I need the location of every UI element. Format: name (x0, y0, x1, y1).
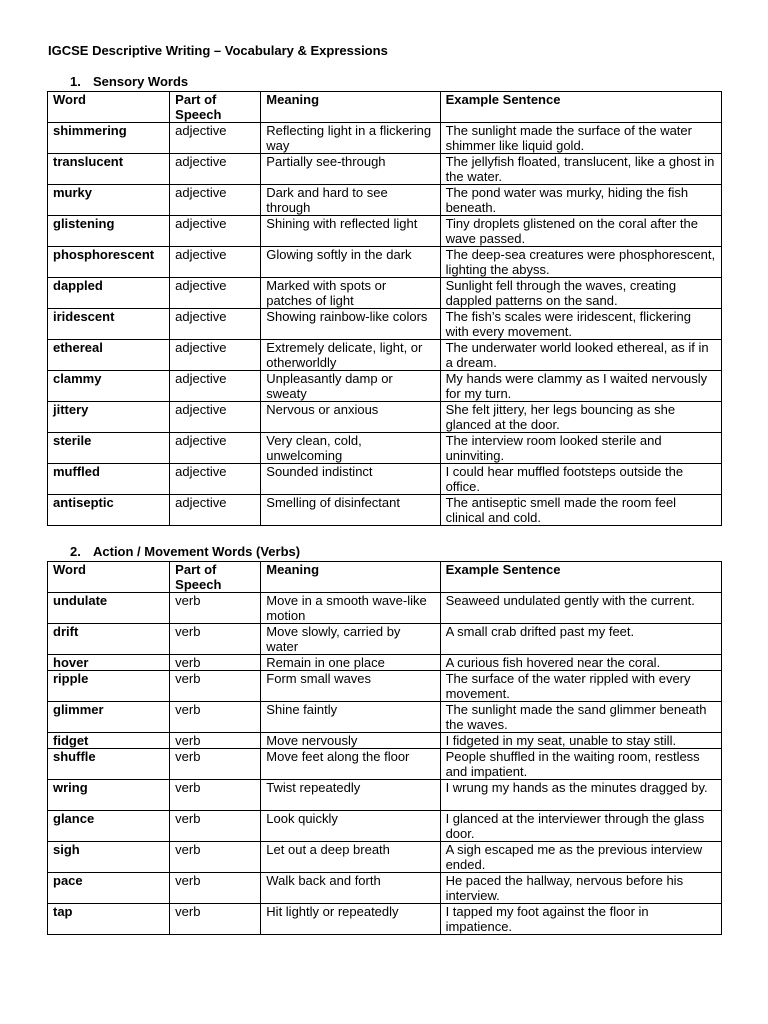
meaning-cell: Move nervously (261, 733, 440, 749)
word-cell: translucent (48, 154, 170, 185)
part-of-speech-cell: adjective (170, 247, 261, 278)
example-sentence-cell: I fidgeted in my seat, unable to stay still. (440, 733, 721, 749)
table-row (48, 495, 722, 526)
part-of-speech-cell: adjective (170, 433, 261, 464)
section-heading-sensory (70, 74, 188, 89)
part-of-speech-cell: adjective (170, 123, 261, 154)
table-row (48, 624, 722, 655)
table-row (48, 247, 722, 278)
table-row (48, 154, 722, 185)
word-cell: shuffle (48, 749, 170, 780)
table-row (48, 433, 722, 464)
meaning-cell: Move slowly, carried by water (261, 624, 440, 655)
word-cell: shimmering (48, 123, 170, 154)
word-cell: wring (48, 780, 170, 811)
meaning-cell: Hit lightly or repeatedly (261, 904, 440, 935)
table-row (48, 464, 722, 495)
section-heading-text: Sensory Words (93, 74, 189, 89)
word-cell: ripple (48, 671, 170, 702)
part-of-speech-cell: verb (170, 904, 261, 935)
example-sentence-cell: She felt jittery, her legs bouncing as she glanced at the door. (440, 402, 721, 433)
column-header-meaning: Meaning (261, 92, 440, 123)
meaning-cell: Showing rainbow-like colors (261, 309, 440, 340)
part-of-speech-cell: verb (170, 780, 261, 811)
example-sentence-cell: I wrung my hands as the minutes dragged by. (440, 780, 721, 811)
table-row (48, 309, 722, 340)
part-of-speech-cell: verb (170, 593, 261, 624)
example-sentence-cell: The surface of the water rippled with every movement. (440, 671, 721, 702)
example-sentence-cell: Tiny droplets glistened on the coral after the wave passed. (440, 216, 721, 247)
word-cell: dappled (48, 278, 170, 309)
table-row (48, 402, 722, 433)
part-of-speech-cell: adjective (170, 402, 261, 433)
part-of-speech-cell: adjective (170, 309, 261, 340)
meaning-cell: Remain in one place (261, 655, 440, 671)
example-sentence-cell: The jellyfish floated, translucent, like a ghost in the water. (440, 154, 721, 185)
example-sentence-cell: I glanced at the interviewer through the glass door. (440, 811, 721, 842)
example-sentence-cell: The antiseptic smell made the room feel clinical and cold. (440, 495, 721, 526)
table-row (48, 904, 722, 935)
meaning-cell: Nervous or anxious (261, 402, 440, 433)
part-of-speech-cell: verb (170, 842, 261, 873)
meaning-cell: Sounded indistinct (261, 464, 440, 495)
table-header-row (48, 92, 722, 123)
sensory-words-table (47, 91, 722, 526)
part-of-speech-cell: adjective (170, 216, 261, 247)
word-cell: glance (48, 811, 170, 842)
meaning-cell: Twist repeatedly (261, 780, 440, 811)
meaning-cell: Extremely delicate, light, or otherworldly (261, 340, 440, 371)
part-of-speech-cell: verb (170, 702, 261, 733)
example-sentence-cell: The sunlight made the sand glimmer beneath the waves. (440, 702, 721, 733)
meaning-cell: Form small waves (261, 671, 440, 702)
word-cell: drift (48, 624, 170, 655)
part-of-speech-cell: verb (170, 811, 261, 842)
example-sentence-cell: My hands were clammy as I waited nervously for my turn. (440, 371, 721, 402)
meaning-cell: Look quickly (261, 811, 440, 842)
column-header-word: Word (48, 562, 170, 593)
part-of-speech-cell: adjective (170, 154, 261, 185)
part-of-speech-cell: adjective (170, 371, 261, 402)
meaning-cell: Marked with spots or patches of light (261, 278, 440, 309)
table-row (48, 593, 722, 624)
example-sentence-cell: The sunlight made the surface of the water shimmer like liquid gold. (440, 123, 721, 154)
example-sentence-cell: The deep-sea creatures were phosphorescent, lighting the abyss. (440, 247, 721, 278)
section-heading-text: Action / Movement Words (Verbs) (93, 544, 301, 559)
example-sentence-cell: The interview room looked sterile and uninviting. (440, 433, 721, 464)
action-words-table (47, 561, 722, 935)
document-title: IGCSE Descriptive Writing – Vocabulary & Expressions (48, 43, 388, 58)
part-of-speech-cell: verb (170, 671, 261, 702)
example-sentence-cell: A sigh escaped me as the previous interview ended. (440, 842, 721, 873)
table-row (48, 216, 722, 247)
section-number: 1. (70, 74, 81, 89)
table-row (48, 811, 722, 842)
part-of-speech-cell: verb (170, 655, 261, 671)
word-cell: fidget (48, 733, 170, 749)
table-row (48, 340, 722, 371)
table-row (48, 749, 722, 780)
table-row (48, 702, 722, 733)
part-of-speech-cell: adjective (170, 278, 261, 309)
table-row (48, 733, 722, 749)
meaning-cell: Reflecting light in a flickering way (261, 123, 440, 154)
column-header-example: Example Sentence (440, 562, 721, 593)
word-cell: iridescent (48, 309, 170, 340)
word-cell: sterile (48, 433, 170, 464)
table-row (48, 780, 722, 811)
meaning-cell: Glowing softly in the dark (261, 247, 440, 278)
meaning-cell: Partially see-through (261, 154, 440, 185)
part-of-speech-cell: verb (170, 873, 261, 904)
meaning-cell: Dark and hard to see through (261, 185, 440, 216)
table-row (48, 842, 722, 873)
meaning-cell: Move in a smooth wave-like motion (261, 593, 440, 624)
part-of-speech-cell: verb (170, 749, 261, 780)
table-row (48, 655, 722, 671)
meaning-cell: Let out a deep breath (261, 842, 440, 873)
section-number: 2. (70, 544, 81, 559)
meaning-cell: Smelling of disinfectant (261, 495, 440, 526)
part-of-speech-cell: adjective (170, 464, 261, 495)
meaning-cell: Shine faintly (261, 702, 440, 733)
word-cell: hover (48, 655, 170, 671)
column-header-part-of-speech: Part of Speech (170, 92, 261, 123)
table-row (48, 371, 722, 402)
example-sentence-cell: The pond water was murky, hiding the fish beneath. (440, 185, 721, 216)
word-cell: muffled (48, 464, 170, 495)
word-cell: ethereal (48, 340, 170, 371)
word-cell: pace (48, 873, 170, 904)
word-cell: undulate (48, 593, 170, 624)
word-cell: antiseptic (48, 495, 170, 526)
example-sentence-cell: Sunlight fell through the waves, creating dappled patterns on the sand. (440, 278, 721, 309)
meaning-cell: Very clean, cold, unwelcoming (261, 433, 440, 464)
column-header-meaning: Meaning (261, 562, 440, 593)
table-row (48, 278, 722, 309)
section-heading-action (70, 544, 300, 559)
table-header-row (48, 562, 722, 593)
example-sentence-cell: I could hear muffled footsteps outside the office. (440, 464, 721, 495)
word-cell: glimmer (48, 702, 170, 733)
table-row (48, 123, 722, 154)
meaning-cell: Move feet along the floor (261, 749, 440, 780)
example-sentence-cell: He paced the hallway, nervous before his interview. (440, 873, 721, 904)
meaning-cell: Shining with reflected light (261, 216, 440, 247)
part-of-speech-cell: adjective (170, 495, 261, 526)
meaning-cell: Unpleasantly damp or sweaty (261, 371, 440, 402)
example-sentence-cell: The underwater world looked ethereal, as if in a dream. (440, 340, 721, 371)
column-header-word: Word (48, 92, 170, 123)
example-sentence-cell: People shuffled in the waiting room, restless and impatient. (440, 749, 721, 780)
example-sentence-cell: Seaweed undulated gently with the current. (440, 593, 721, 624)
table-row (48, 671, 722, 702)
table-row (48, 873, 722, 904)
word-cell: tap (48, 904, 170, 935)
table-row (48, 185, 722, 216)
column-header-part-of-speech: Part of Speech (170, 562, 261, 593)
word-cell: glistening (48, 216, 170, 247)
part-of-speech-cell: verb (170, 733, 261, 749)
example-sentence-cell: A curious fish hovered near the coral. (440, 655, 721, 671)
part-of-speech-cell: adjective (170, 185, 261, 216)
word-cell: jittery (48, 402, 170, 433)
column-header-example: Example Sentence (440, 92, 721, 123)
word-cell: sigh (48, 842, 170, 873)
word-cell: clammy (48, 371, 170, 402)
part-of-speech-cell: adjective (170, 340, 261, 371)
part-of-speech-cell: verb (170, 624, 261, 655)
word-cell: murky (48, 185, 170, 216)
example-sentence-cell: I tapped my foot against the floor in impatience. (440, 904, 721, 935)
word-cell: phosphorescent (48, 247, 170, 278)
example-sentence-cell: A small crab drifted past my feet. (440, 624, 721, 655)
meaning-cell: Walk back and forth (261, 873, 440, 904)
example-sentence-cell: The fish’s scales were iridescent, flickering with every movement. (440, 309, 721, 340)
